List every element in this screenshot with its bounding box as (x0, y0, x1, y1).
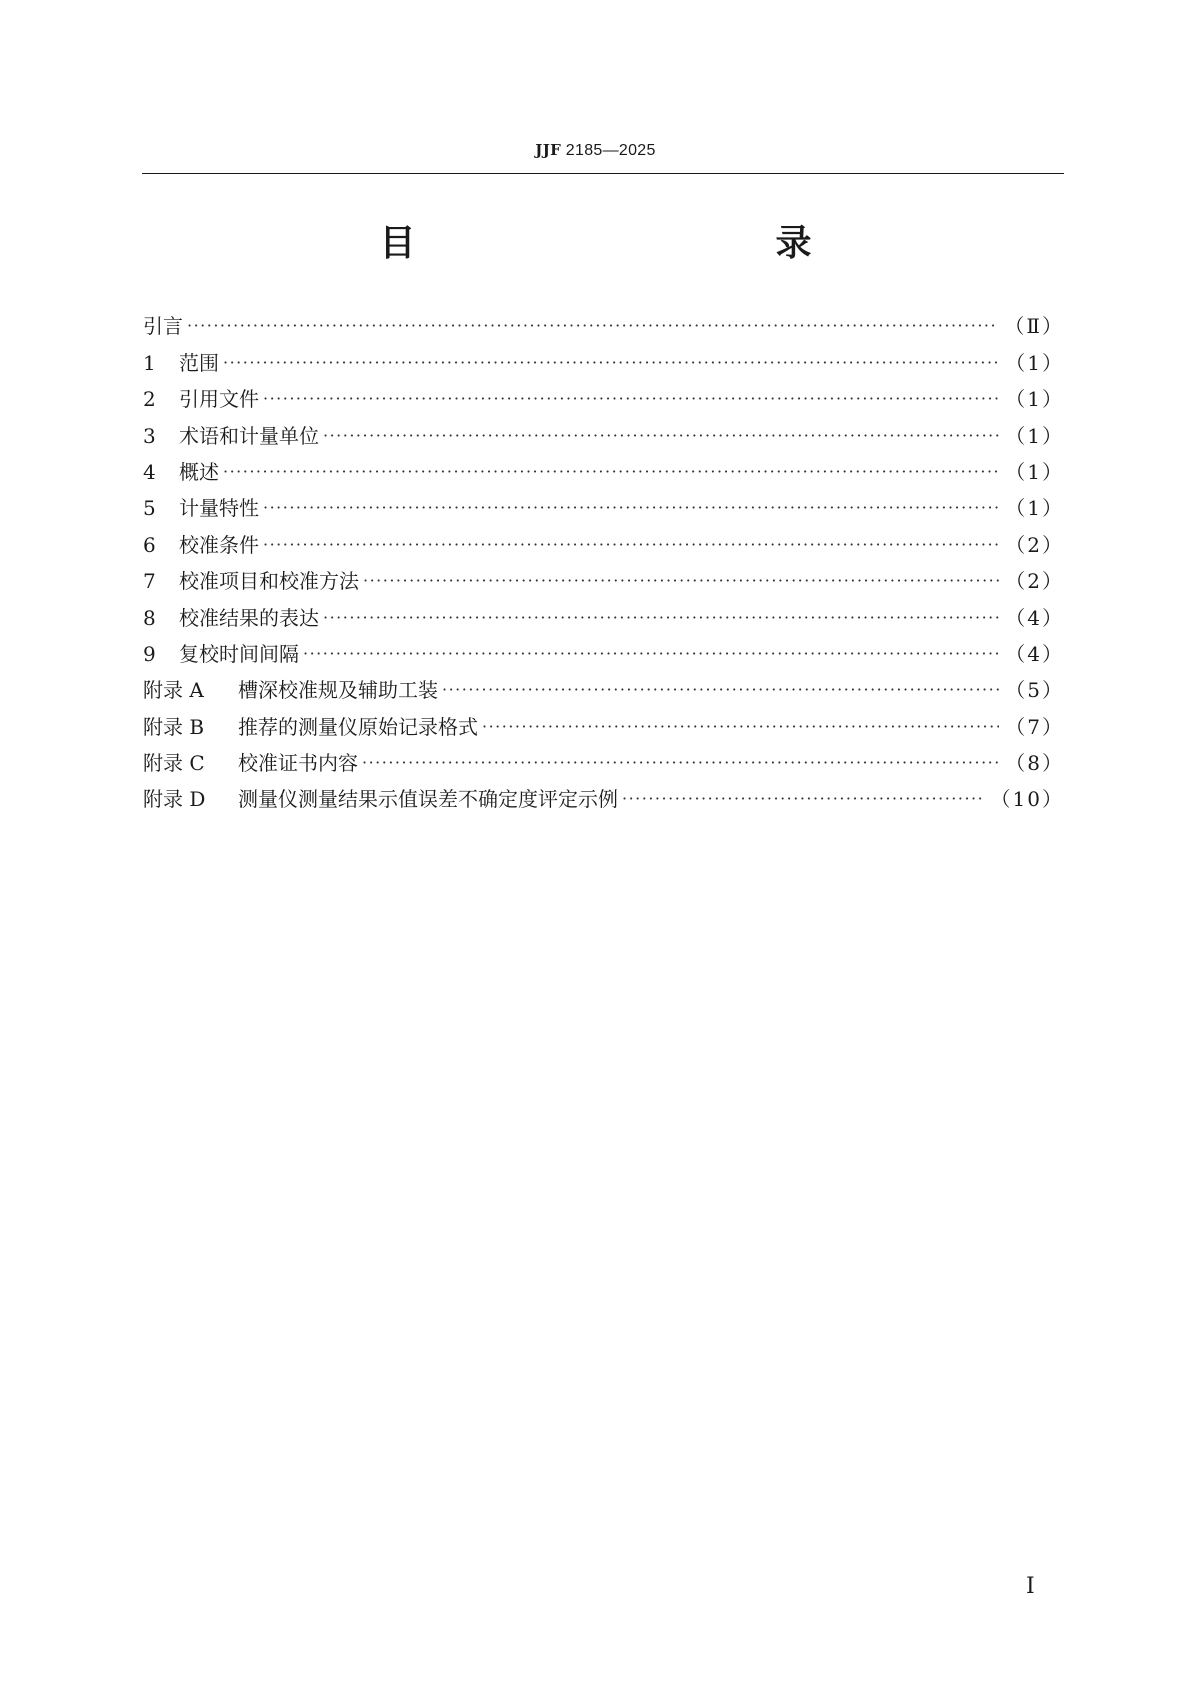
toc-entry-label (143, 387, 259, 411)
toc-entry-page: （1） (1005, 459, 1064, 484)
standard-number: 2185—2025 (565, 142, 656, 159)
toc-entry-title: 槽深校准规及辅助工装 (238, 678, 438, 703)
dot-leader (482, 715, 999, 739)
toc-entry-number: 4 (143, 459, 156, 484)
toc-entry-calibration-items-and-methods[interactable] (143, 557, 1064, 593)
dot-leader (622, 787, 985, 811)
toc-entry-label (143, 533, 259, 557)
dot-leader (362, 751, 999, 775)
toc-entry-label (143, 569, 359, 593)
toc-entry-label (143, 642, 299, 666)
toc-entry-page: （1） (1005, 387, 1064, 412)
page-number: Ⅰ (1026, 1574, 1035, 1599)
toc-entry-title: 校准项目和校准方法 (179, 569, 359, 594)
toc-entry-title: 推荐的测量仪原始记录格式 (238, 714, 478, 739)
toc-entry-title: 校准条件 (179, 532, 259, 557)
toc-entry-number: 3 (143, 423, 156, 448)
toc-entry-number: 5 (143, 496, 156, 521)
toc-entry-label (143, 751, 358, 775)
toc-entry-appendix-c[interactable] (143, 739, 1064, 775)
toc-entry-title: 概述 (179, 459, 219, 484)
dot-leader (263, 533, 999, 557)
toc-entry-calibration-conditions[interactable] (143, 520, 1064, 556)
toc-entry-page: （2） (1005, 532, 1064, 557)
document-code (0, 141, 1191, 160)
toc-entry-terms-and-units[interactable] (143, 411, 1064, 447)
toc-entry-page: （1） (1005, 350, 1064, 375)
toc-entry-page: （8） (1005, 751, 1064, 776)
toc-entry-number: 附录 A (143, 678, 204, 703)
toc-entry-page: （2） (1005, 569, 1064, 594)
toc-entry-title: 复校时间间隔 (179, 641, 299, 666)
toc-entry-label: 引言 (143, 314, 183, 339)
toc-entry-label (143, 496, 259, 520)
toc-entry-label (143, 715, 478, 739)
toc-entry-recalibration-interval[interactable] (143, 630, 1064, 666)
toc-entry-references[interactable] (143, 375, 1064, 411)
toc-entry-number: 7 (143, 569, 156, 594)
toc-entry-page: （1） (1005, 423, 1064, 448)
toc-entry-page: （1） (1005, 496, 1064, 521)
toc-entry-appendix-d[interactable] (143, 775, 1064, 811)
dot-leader (363, 569, 999, 593)
dot-leader (323, 606, 999, 630)
dot-leader (223, 351, 999, 375)
dot-leader (442, 678, 999, 702)
toc-entry-scope[interactable] (143, 338, 1064, 374)
dot-leader (303, 642, 999, 666)
table-of-contents (143, 302, 1064, 811)
toc-entry-label (143, 424, 319, 448)
toc-entry-page: （10） (990, 787, 1064, 812)
toc-entry-page: （5） (1005, 678, 1064, 703)
toc-entry-label (143, 678, 438, 702)
header-divider (142, 173, 1064, 174)
toc-entry-title: 术语和计量单位 (179, 423, 319, 448)
toc-entry-label (143, 787, 618, 811)
toc-entry-introduction[interactable] (143, 302, 1064, 338)
toc-entry-label (143, 351, 219, 375)
toc-entry-expression-of-results[interactable] (143, 593, 1064, 629)
toc-entry-title: 范围 (179, 350, 219, 375)
toc-entry-label (143, 460, 219, 484)
toc-entry-number: 2 (143, 387, 156, 412)
toc-entry-label (143, 606, 319, 630)
toc-entry-title: 计量特性 (179, 496, 259, 521)
toc-entry-number: 8 (143, 605, 156, 630)
toc-entry-number: 附录 D (143, 787, 206, 812)
toc-entry-title: 校准结果的表达 (179, 605, 319, 630)
dot-leader (323, 424, 999, 448)
toc-entry-metrological-characteristics[interactable] (143, 484, 1064, 520)
dot-leader (263, 496, 999, 520)
toc-entry-number: 1 (143, 350, 156, 375)
toc-entry-number: 附录 B (143, 714, 205, 739)
dot-leader (223, 460, 999, 484)
toc-entry-number: 9 (143, 641, 156, 666)
toc-entry-page: （4） (1005, 641, 1064, 666)
dot-leader (187, 314, 998, 338)
toc-entry-page: （4） (1005, 605, 1064, 630)
standard-prefix: JJF (535, 141, 562, 159)
toc-entry-number: 6 (143, 532, 156, 557)
toc-entry-title: 引用文件 (179, 387, 259, 412)
toc-entry-page: （Ⅱ） (1004, 314, 1064, 339)
toc-title: 目 录 (379, 223, 908, 264)
toc-entry-appendix-a[interactable] (143, 666, 1064, 702)
toc-entry-title: 测量仪测量结果示值误差不确定度评定示例 (238, 787, 618, 812)
toc-entry-title: 校准证书内容 (238, 751, 358, 776)
toc-entry-number: 附录 C (143, 751, 205, 776)
toc-entry-overview[interactable] (143, 448, 1064, 484)
dot-leader (263, 387, 999, 411)
toc-entry-page: （7） (1005, 714, 1064, 739)
toc-entry-appendix-b[interactable] (143, 702, 1064, 738)
